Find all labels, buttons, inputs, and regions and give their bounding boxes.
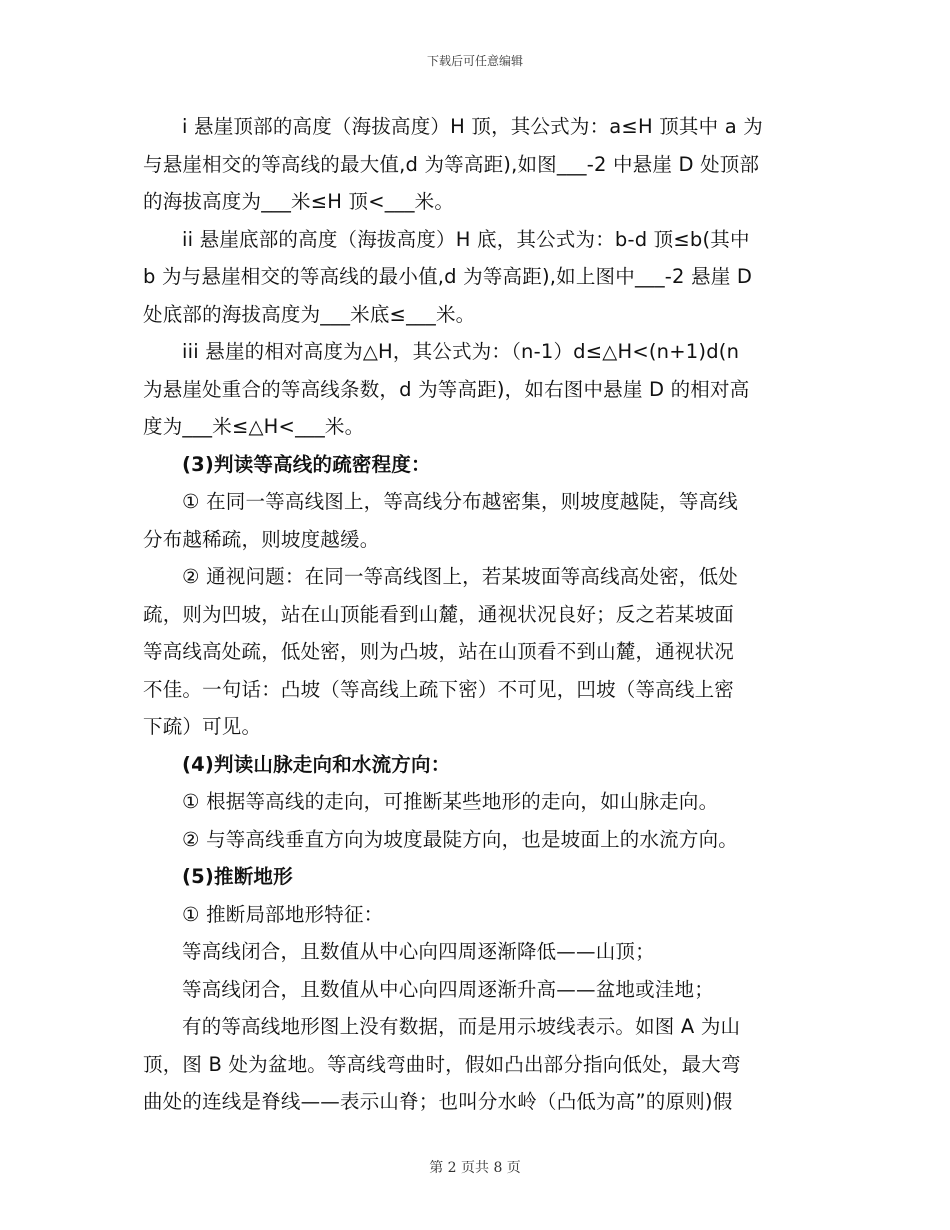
text-line: ii 悬崖底部的高度（海拔高度）H 底，其公式为：b-d 顶≤b(其中 bbox=[182, 227, 750, 251]
text-line: 度为___米≤△H<___米。 bbox=[143, 415, 365, 438]
text-line: 的海拔高度为___米≤H 顶<___米。 bbox=[143, 190, 455, 213]
paragraph-local-terrain bbox=[143, 896, 807, 934]
text-line: 等高线高处疏，低处密，则为凸坡，站在山顶看不到山麓，通视状况 bbox=[143, 640, 735, 663]
text-line: 不佳。一句话：凸坡（等高线上疏下密）不可见，凹坡（等高线上密 bbox=[143, 677, 735, 701]
text-line: 为悬崖处重合的等高线条数，d 为等高距)，如右图中悬崖 D 的相对高 bbox=[143, 377, 750, 401]
text-line: 分布越稀疏，则坡度越缓。 bbox=[143, 527, 380, 551]
text-line: i 悬崖顶部的高度（海拔高度）H 顶，其公式为：a≤H 顶其中 a 为 bbox=[182, 115, 763, 138]
text-line: ② 通视问题：在同一等高线图上，若某坡面等高线高处密，低处 bbox=[182, 565, 738, 588]
text-line: 处底部的海拔高度为___米底≤___米。 bbox=[143, 302, 476, 326]
paragraph-basin bbox=[143, 971, 807, 1009]
text-line: 与悬崖相交的等高线的最大值,d 为等高距),如图___-2 中悬崖 D 处顶部 bbox=[143, 152, 760, 176]
paragraph-slope-lines bbox=[143, 1008, 807, 1121]
section-heading-3 bbox=[143, 446, 807, 484]
heading-text: (4)判读山脉走向和水流方向： bbox=[182, 752, 451, 776]
text-line: 有的等高线地形图上没有数据，而是用示坡线表示。如图 A 为山 bbox=[182, 1015, 741, 1038]
page-header: 下载后可任意编辑 bbox=[426, 54, 523, 68]
text-line: ① 在同一等高线图上，等高线分布越密集，则坡度越陡，等高线 bbox=[182, 490, 738, 513]
text-line: 下疏）可见。 bbox=[143, 715, 262, 738]
text-line: 曲处的连线是脊线——表示山脊；也叫分水岭（凸低为高”的原则)假 bbox=[143, 1090, 733, 1113]
paragraph-water-flow bbox=[143, 821, 807, 859]
text-line: 顶，图 B 处为盆地。等高线弯曲时，假如凸出部分指向低处，最大弯 bbox=[143, 1052, 741, 1076]
text-line: b 为与悬崖相交的等高线的最小值,d 为等高距),如上图中___-2 悬崖 D bbox=[143, 265, 753, 288]
paragraph-cliff-bottom-height bbox=[143, 221, 807, 334]
text-line: ① 推断局部地形特征： bbox=[182, 902, 384, 926]
text-line: iii 悬崖的相对高度为△H，其公式为：（n-1）d≤△H<(n+1)d(n bbox=[182, 340, 740, 363]
paragraph-cliff-top-height bbox=[143, 108, 807, 221]
text-line: ② 与等高线垂直方向为坡度最陡方向，也是坡面上的水流方向。 bbox=[182, 827, 738, 851]
page-footer: 第 2 页共 8 页 bbox=[429, 1160, 521, 1176]
paragraph-visibility bbox=[143, 558, 807, 746]
heading-text: (3)判读等高线的疏密程度： bbox=[182, 452, 431, 476]
paragraph-peak bbox=[143, 933, 807, 971]
paragraph-mountain-direction bbox=[143, 783, 807, 821]
document-body bbox=[143, 108, 807, 1121]
heading-text: (5)推断地形 bbox=[182, 865, 293, 888]
paragraph-cliff-relative-height bbox=[143, 333, 807, 446]
text-line: 疏，则为凹坡，站在山顶能看到山麓，通视状况良好；反之若某坡面 bbox=[143, 602, 735, 626]
text-line: 等高线闭合，且数值从中心向四周逐渐升高——盆地或洼地； bbox=[182, 977, 714, 1001]
paragraph-density-slope bbox=[143, 483, 807, 558]
section-heading-4 bbox=[143, 746, 807, 784]
section-heading-5 bbox=[143, 858, 807, 896]
text-line: ① 根据等高线的走向，可推断某些地形的走向，如山脉走向。 bbox=[182, 790, 719, 813]
text-line: 等高线闭合，且数值从中心向四周逐渐降低——山顶； bbox=[182, 940, 655, 963]
